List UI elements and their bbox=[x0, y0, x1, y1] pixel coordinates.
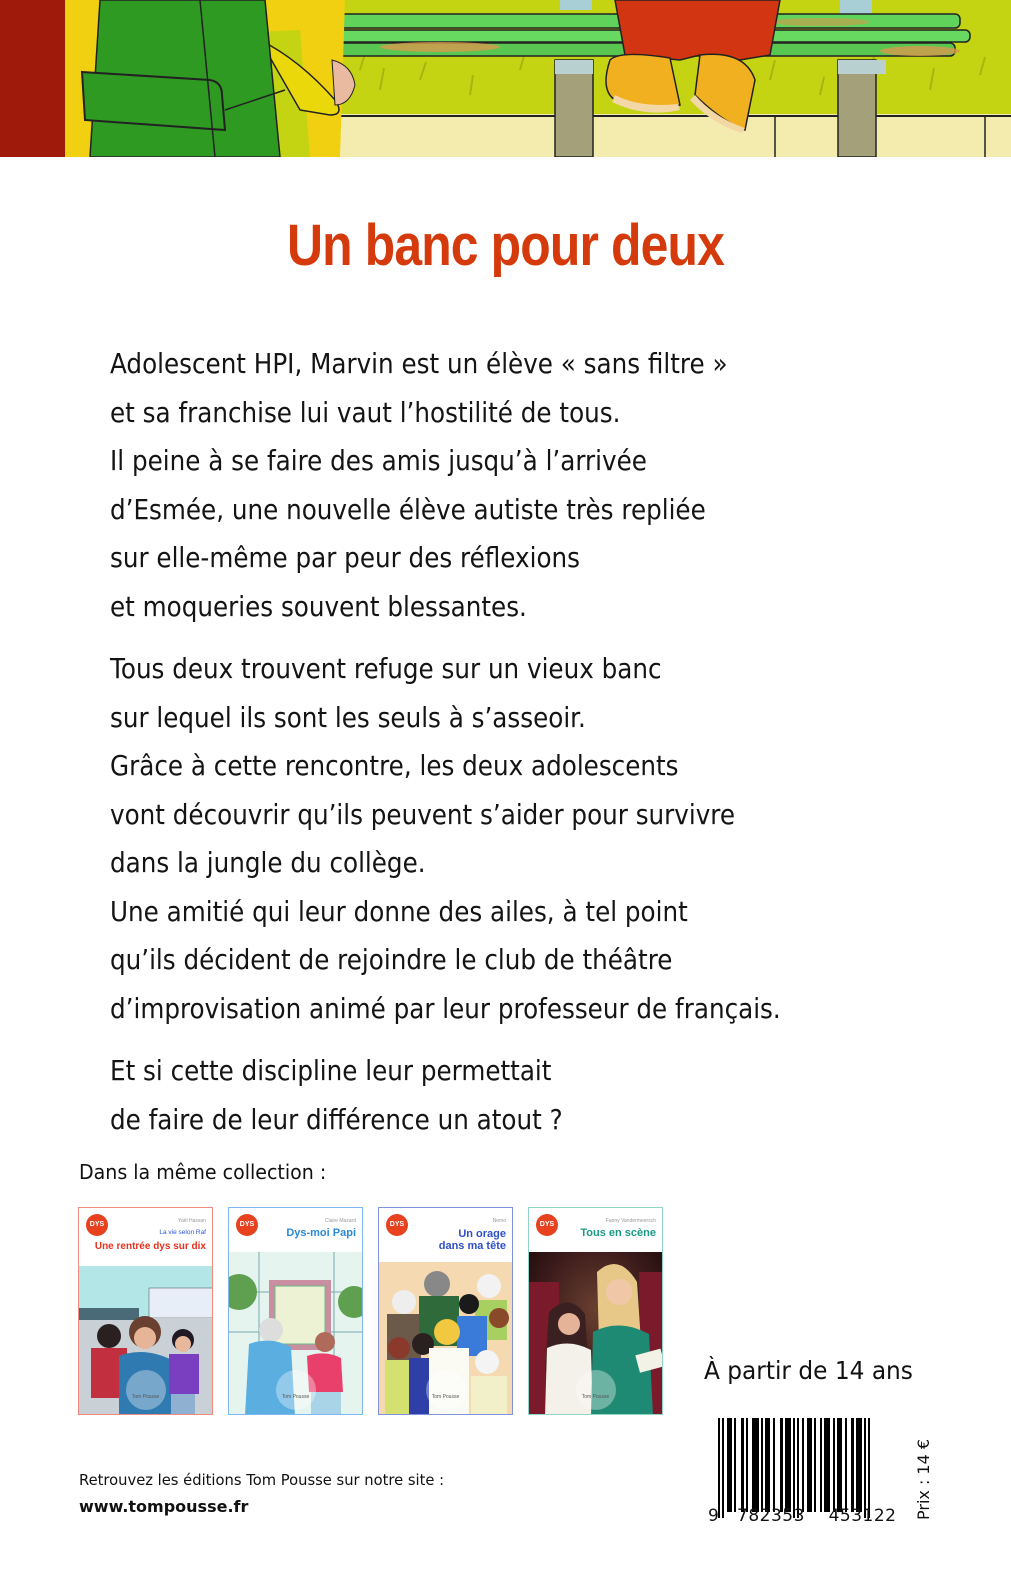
blurb-line: vont découvrir qu’ils peuvent s’aider pour survivre bbox=[110, 797, 736, 831]
blurb-line: d’improvisation animé par leur professeur de français. bbox=[110, 991, 781, 1025]
collection-book bbox=[378, 1207, 513, 1415]
book-thumb-title: Tous en scène bbox=[580, 1227, 656, 1239]
book-series: La vie selon Raf bbox=[159, 1229, 206, 1236]
blurb-line: Il peine à se faire des amis jusqu’à l’arrivée bbox=[110, 444, 647, 477]
book-cover-art bbox=[379, 1262, 512, 1414]
publisher-logo: Tom Pousse bbox=[126, 1370, 166, 1410]
isbn-first-digit: 9 bbox=[708, 1506, 720, 1526]
blurb-line: de faire de leur différence un atout ? bbox=[110, 1102, 563, 1136]
isbn-right-group: 453122 bbox=[828, 1506, 897, 1526]
publisher-website-link[interactable]: www.tompousse.fr bbox=[79, 1497, 249, 1516]
collection-book bbox=[528, 1207, 663, 1415]
book-author: Yaël Hassan bbox=[178, 1218, 206, 1224]
dys-badge-icon: DYS bbox=[86, 1214, 108, 1236]
collection-books bbox=[78, 1207, 663, 1415]
book-author: Claire Mazard bbox=[324, 1218, 356, 1224]
publisher-logo: Tom Pousse bbox=[276, 1370, 316, 1410]
collection-book bbox=[228, 1207, 363, 1415]
blurb-line: Adolescent HPI, Marvin est un élève « sans filtre » bbox=[110, 347, 728, 380]
book-cover-art bbox=[529, 1252, 662, 1414]
book-author: Fanny Vandermeersch bbox=[605, 1218, 656, 1224]
book-cover-art bbox=[229, 1252, 362, 1414]
publisher-site-text: Retrouvez les éditions Tom Pousse sur notre site : bbox=[79, 1471, 445, 1489]
blurb-line: Et si cette discipline leur permettait bbox=[110, 1054, 552, 1087]
publisher-logo: Tom Pousse bbox=[426, 1370, 466, 1410]
blurb-line: et sa franchise lui vaut l’hostilité de tous. bbox=[110, 395, 621, 429]
dys-badge-icon: DYS bbox=[536, 1214, 558, 1236]
dys-badge-icon: DYS bbox=[236, 1214, 258, 1236]
blurb-line: sur lequel ils sont les seuls à s’asseoir. bbox=[110, 700, 586, 734]
isbn-barcode bbox=[708, 1412, 904, 1526]
blurb-paragraph-1 bbox=[110, 340, 930, 631]
book-author: Nemo bbox=[492, 1218, 506, 1224]
blurb-line: et moqueries souvent blessantes. bbox=[110, 589, 527, 623]
blurb-line: sur elle-même par peur des réflexions bbox=[110, 541, 580, 574]
cover-illustration bbox=[0, 0, 1011, 157]
price-label: Prix : 14 € bbox=[914, 1438, 933, 1520]
dys-badge-icon: DYS bbox=[386, 1214, 408, 1236]
collection-book bbox=[78, 1207, 213, 1415]
age-recommendation: À partir de 14 ans bbox=[704, 1356, 913, 1385]
book-thumb-title: Dys-moi Papi bbox=[286, 1227, 356, 1239]
blurb-line: dans la jungle du collège. bbox=[110, 846, 426, 879]
collection-label: Dans la même collection : bbox=[79, 1160, 327, 1184]
blurb-line: Une amitié qui leur donne des ailes, à tel point bbox=[110, 894, 688, 928]
blurb-line: qu’ils décident de rejoindre le club de théâtre bbox=[110, 943, 673, 976]
blurb-line: Tous deux trouvent refuge sur un vieux banc bbox=[110, 652, 662, 685]
book-cover-art bbox=[79, 1266, 212, 1414]
book-title: Un banc pour deux bbox=[286, 213, 725, 278]
blurb-paragraph-3 bbox=[110, 1047, 930, 1144]
publisher-logo: Tom Pousse bbox=[576, 1370, 616, 1410]
book-thumb-title: Une rentrée dys sur dix bbox=[94, 1241, 206, 1252]
isbn-left-group: 782353 bbox=[737, 1506, 805, 1526]
blurb-paragraph-2 bbox=[110, 645, 930, 1033]
book-thumb-title: Un orage dans ma tête bbox=[438, 1228, 506, 1252]
barcode-bars bbox=[718, 1418, 870, 1512]
blurb-line: Grâce à cette rencontre, les deux adolescents bbox=[110, 749, 679, 782]
blurb-line: d’Esmée, une nouvelle élève autiste très repliée bbox=[110, 492, 706, 526]
back-cover-blurb bbox=[110, 340, 930, 1158]
isbn-digits bbox=[708, 1506, 896, 1526]
